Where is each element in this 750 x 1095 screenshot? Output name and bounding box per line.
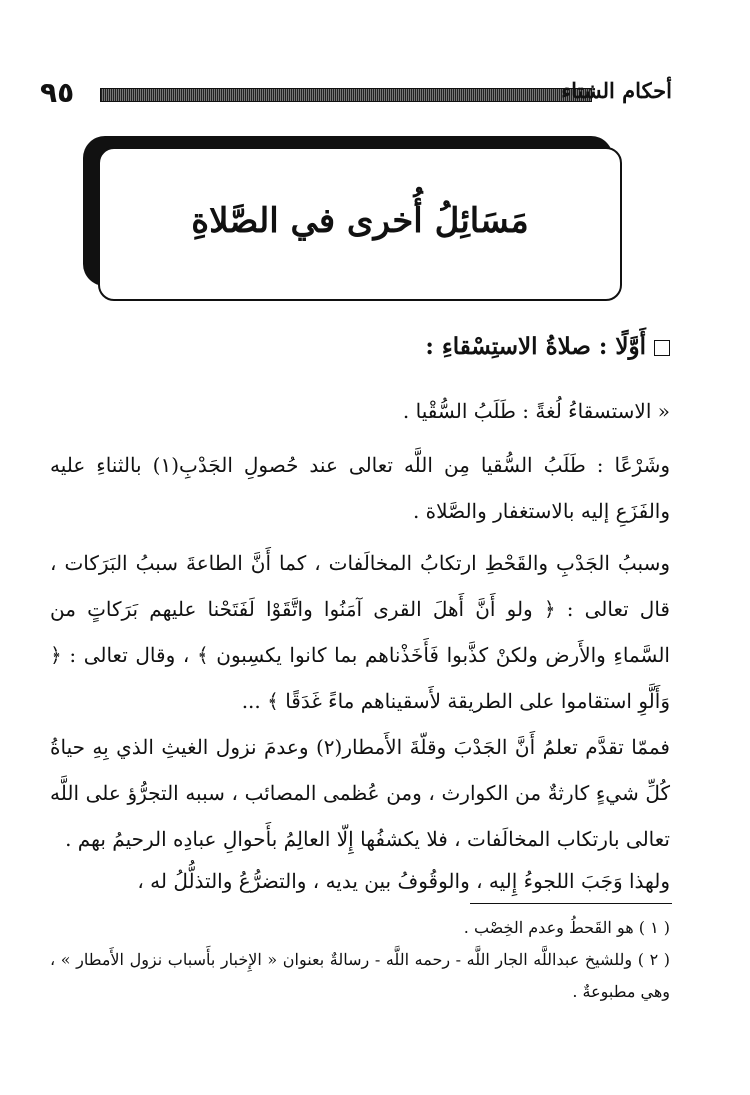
running-title: أحكام الشتاء	[561, 78, 672, 103]
header-rule-bar	[100, 88, 592, 102]
footnote-2: ( ٢ ) وللشيخ عبداللَّه الجار اللَّه - رحمه اللَّه - رسالةٌ بعنوان « الإِخبار بأَسباب نزول الأَمطار » ، وهي مطبوعةٌ .	[50, 950, 671, 1001]
chapter-title: مَسَائِلُ أُخرى في الصَّلاةِ	[191, 201, 529, 241]
section-heading	[50, 333, 670, 360]
paragraph-definition-language: « الاستسقاءُ لُغةً : طَلَبُ السُّقْيا .	[402, 399, 670, 423]
paragraph-consequence: فممّا تقدَّم تعلمُ أَنَّ الجَدْبَ وقلّةَ الأَمطار(٢) وعدمَ نزول الغيثِ الذي بِهِ حياةُ كُلِّ شيءٍ كارثةٌ من الكوارث ، ومن عُظمى المصائب ، سببه التجرُّؤ على اللَّه تعالى بارتكاب المخالَفات ، فلا يكشفُها إِلّا العالِمُ بأَحوالِ عبادِه الرحيمُ بهم .	[50, 735, 670, 851]
section-heading-text: أَوَّلًا : صلاةُ الاستِسْقاءِ :	[425, 333, 646, 360]
footnote-1: ( ١ ) هو القَحطُ وعدم الخِصْب .	[463, 918, 670, 937]
paragraph-definition-sharia: وشَرْعًا : طَلَبُ السُّقيا مِن اللَّه تعالى عند حُصولِ الجَدْبِ(١) بالثناءِ عليه والفَزَعِ إليه بالاستغفار والصَّلاة .	[50, 453, 670, 523]
square-bullet-icon	[654, 340, 670, 356]
paragraph-conclusion: ولهذا وَجَبَ اللجوءُ إِليه ، والوقُوفُ بين يديه ، والتضرُّعُ والتذلُّلُ له ،	[137, 869, 670, 893]
chapter-title-box	[98, 147, 622, 301]
footnotes	[50, 912, 670, 1008]
paragraph-causes: وسببُ الجَدْبِ والقَحْطِ ارتكابُ المخالَفات ، كما أَنَّ الطاعةَ سببُ البَرَكات ، قال تعالى : ﴿ ولو أَنَّ أَهلَ القرى آمَنُوا واتَّقَوْا لَفَتَحْنا عليهم بَرَكاتٍ من السَّماءِ والأَرض ولكنْ كذَّبوا فَأَخَذْناهم بما كانوا يكسِبون ﴾ ، وقال تعالى : ﴿ وَأَلَّوِ استقاموا على الطريقة لأَسقيناهم ماءً غَدَقًا ﴾ ...	[50, 551, 670, 713]
page-number: ٩٥	[40, 76, 75, 109]
footnote-separator	[470, 903, 672, 904]
running-header	[40, 70, 672, 110]
